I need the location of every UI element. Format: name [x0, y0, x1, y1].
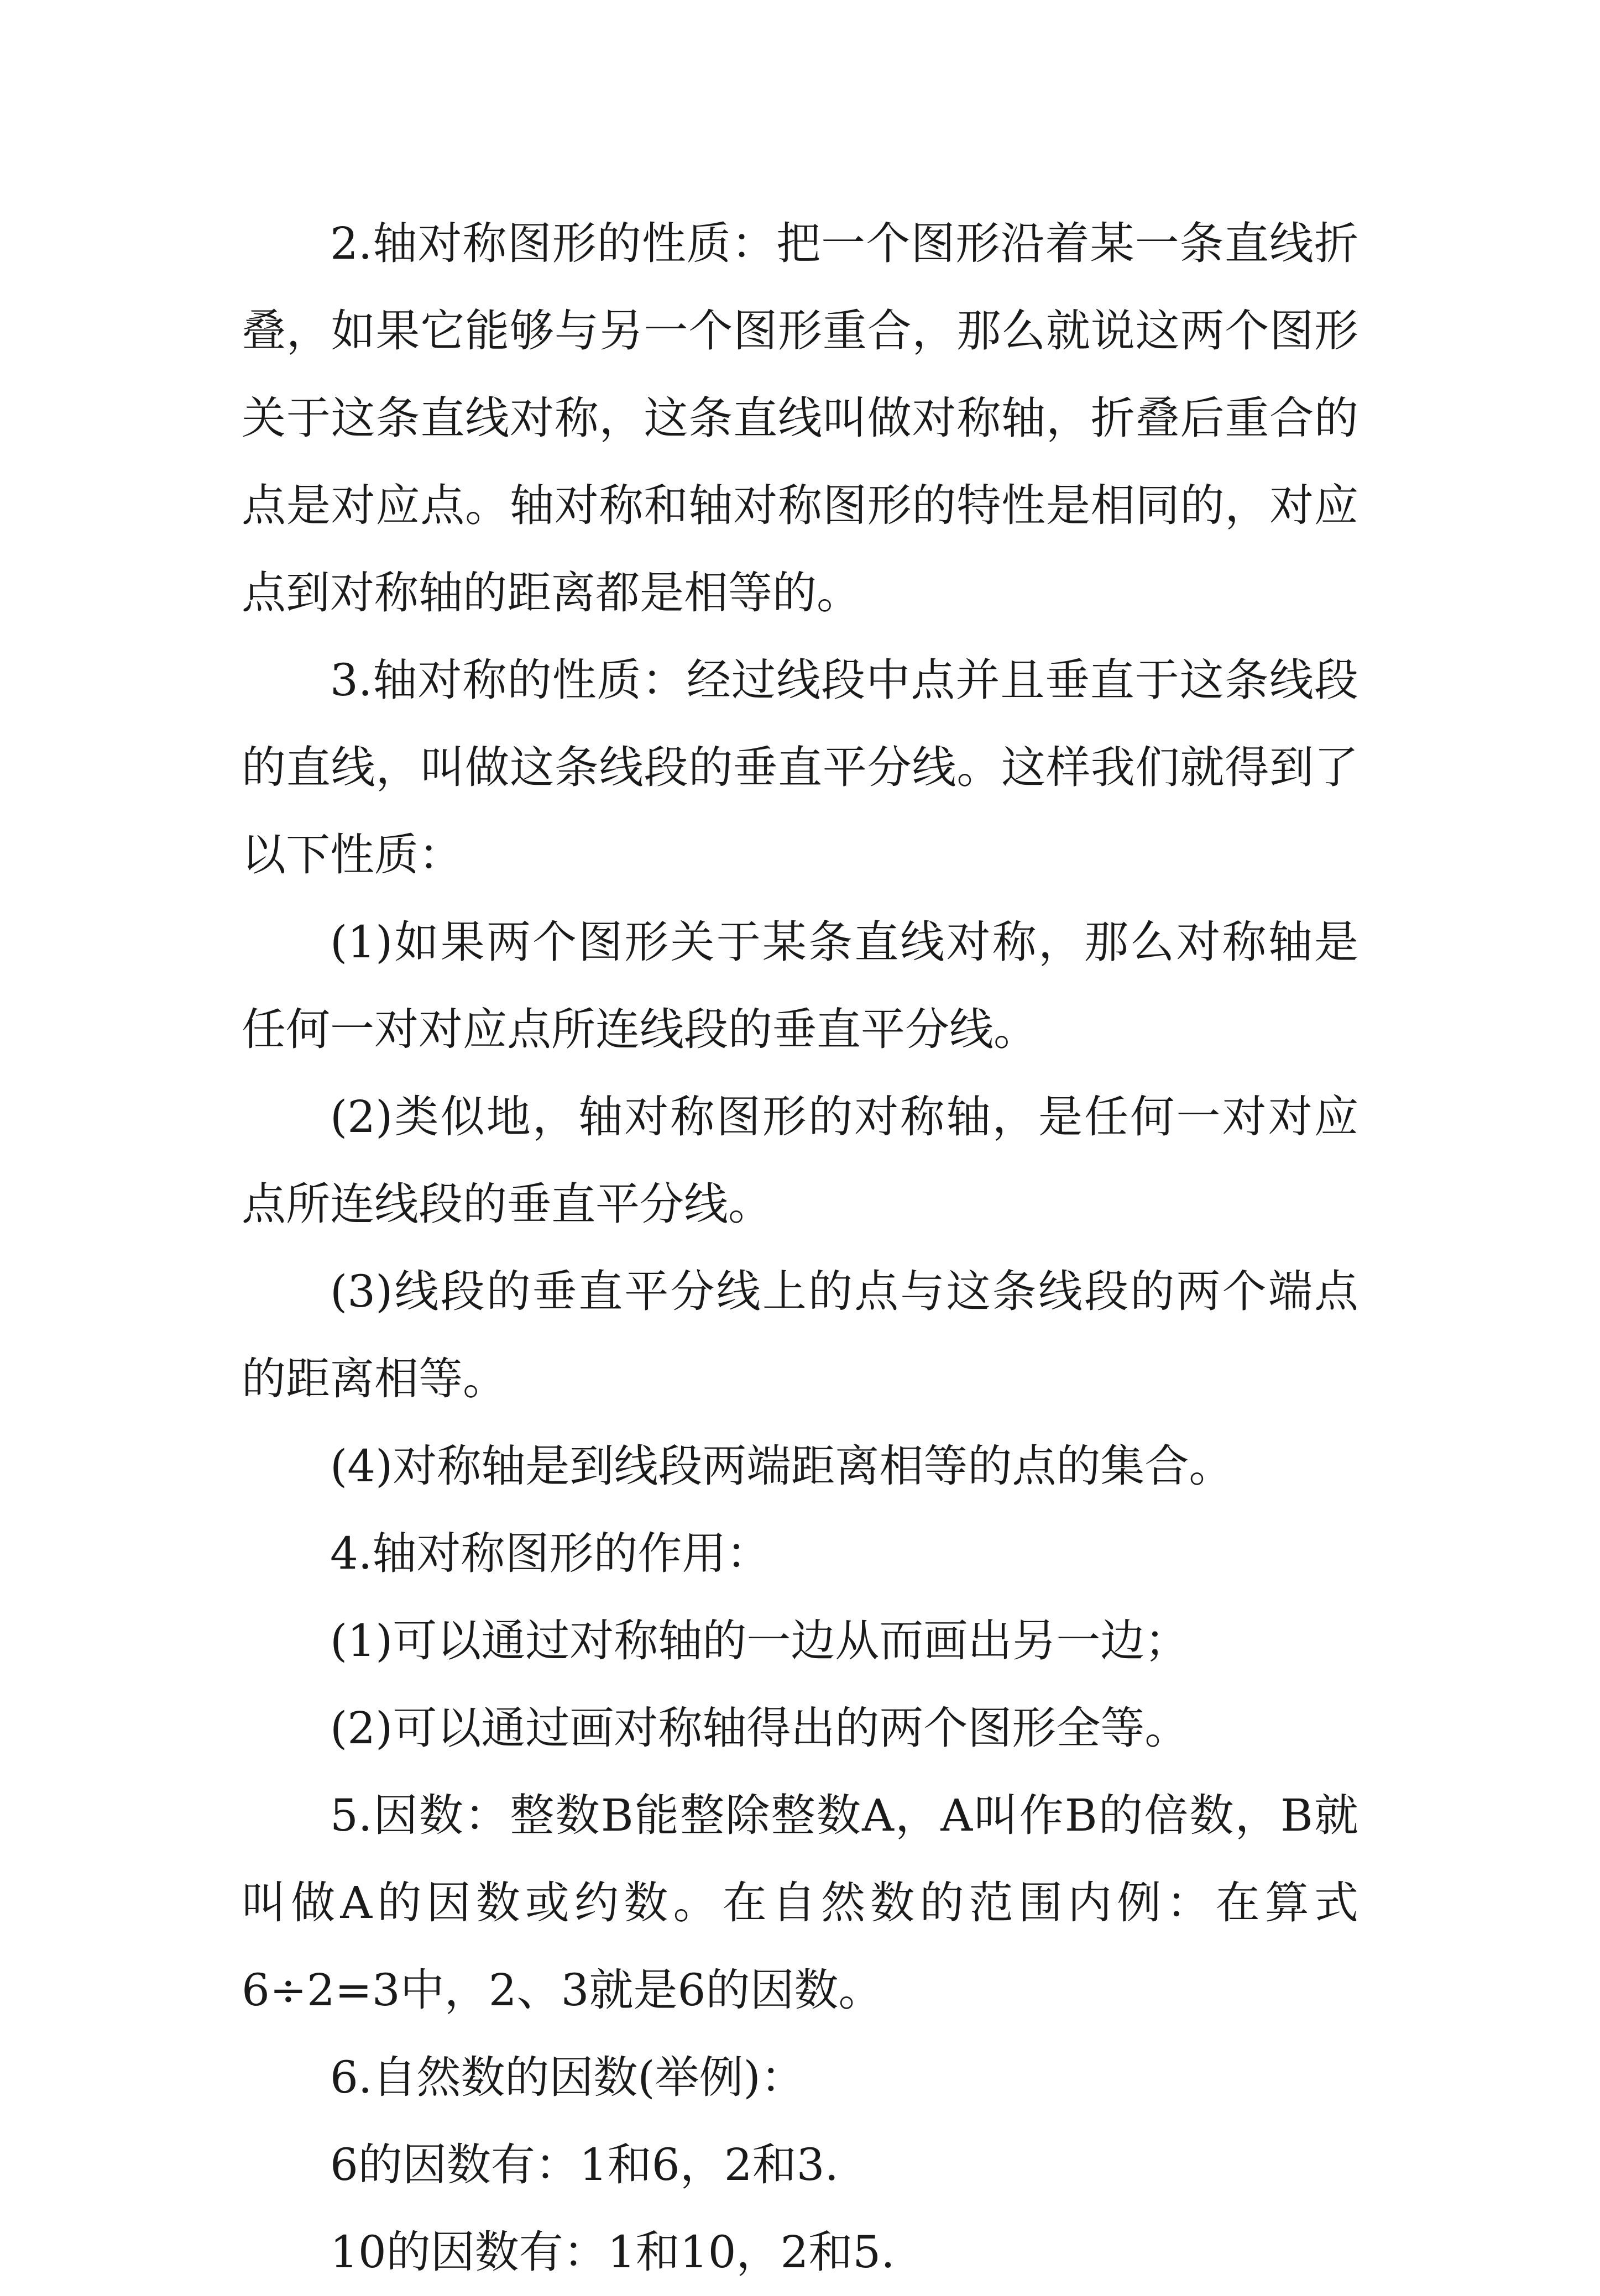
document-body: [242, 200, 1358, 2296]
paragraph-factors-of-10: 10的因数有：1和10，2和5.: [330, 2226, 895, 2278]
paragraph-property-2: (2)类似地，轴对称图形的对称轴，是任何一对对应点所连线段的垂直平分线。: [242, 1091, 1358, 1230]
paragraph-use-1: (1)可以通过对称轴的一边从而画出另一边；: [330, 1615, 1189, 1666]
paragraph-axis-symmetric-figure-properties: 2.轴对称图形的性质：把一个图形沿着某一条直线折叠，如果它能够与另一个图形重合，那么就说这两个图形关于这条直线对称，这条直线叫做对称轴，折叠后重合的点是对应点。轴对称和轴对称图形的特性是相同的，对应点到对称轴的距离都是相等的。: [242, 218, 1358, 618]
paragraph-property-4: (4)对称轴是到线段两端距离相等的点的集合。: [330, 1440, 1233, 1492]
paragraph-property-1: (1)如果两个图形关于某条直线对称，那么对称轴是任何一对对应点所连线段的垂直平分线。: [242, 916, 1358, 1055]
paragraph-property-3: (3)线段的垂直平分线上的点与这条线段的两个端点的距离相等。: [242, 1266, 1358, 1404]
paragraph-uses-heading: 4.轴对称图形的作用：: [330, 1528, 771, 1579]
paragraph-use-2: (2)可以通过画对称轴得出的两个图形全等。: [330, 1702, 1189, 1754]
paragraph-factors-definition: 5.因数：整数B能整除整数A，A叫作B的倍数，B就叫做A的因数或约数。在自然数的范围内例：在算式6÷2=3中，2、3就是6的因数。: [242, 1790, 1358, 2016]
paragraph-factors-examples-heading: 6.自然数的因数(举例)：: [330, 2052, 805, 2103]
paragraph-factors-of-6: 6的因数有：1和6，2和3.: [330, 2139, 839, 2190]
paragraph-axis-symmetry-properties: 3.轴对称的性质：经过线段中点并且垂直于这条线段的直线，叫做这条线段的垂直平分线。这样我们就得到了以下性质：: [242, 654, 1358, 880]
